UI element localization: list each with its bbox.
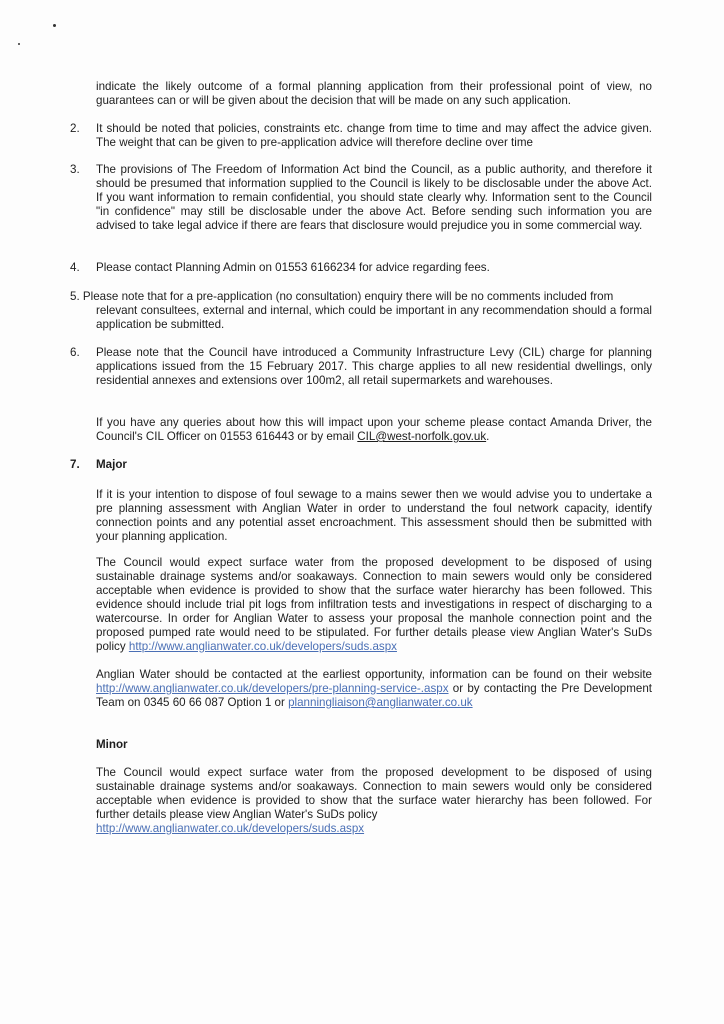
item-4-paragraph: Please contact Planning Admin on 01553 6166234 for advice regarding fees. (96, 261, 490, 274)
cil-contact-end: . (486, 430, 490, 443)
item-5-first-line: Please note that for a pre-application (no consultation) enquiry there will be no comments included from (82, 290, 614, 303)
minor-heading: Minor (96, 738, 128, 751)
pre-planning-service-link[interactable]: http://www.anglianwater.co.uk/developers/pre-planning-service-.aspx (96, 682, 449, 695)
item-5-first-line-row (70, 290, 652, 304)
minor-suds-policy-link[interactable]: http://www.anglianwater.co.uk/developers/suds.aspx (96, 822, 365, 835)
item-number: 6. (70, 346, 80, 359)
cil-contact-text: If you have any queries about how this will impact upon your scheme please contact Amanda Driver, the Council's CIL Officer on 01553 616443 or by email (96, 416, 652, 443)
cil-contact-paragraph (96, 416, 652, 444)
item-number: 2. (70, 122, 80, 135)
intro-paragraph: indicate the likely outcome of a formal planning application from their professional point of view, no guarantees can or will be given about the decision that will be made on any such application. (96, 80, 652, 107)
item-3-paragraph: The provisions of The Freedom of Information Act bind the Council, as a public authority, and therefore it should be presumed that information supplied to the Council is likely to be disclosable under the above Act. If you want information to remain confidential, you should state clearly why. Information sent to the Council "in confidence" may still be disclosable under the above Act. Before sending such information you are advised to take legal advice if there are fears that disclosure would prejudice you in some commercial way. (96, 163, 652, 232)
major-paragraph-3-mid: or by contacting the Pre Development Team on 0345 60 66 087 Option 1 or (96, 682, 652, 709)
scan-speck (18, 43, 20, 45)
major-paragraph-2-text: The Council would expect surface water from the proposed development to be disposed of using sustainable drainage systems and/or soakaways. Connection to main sewers would only be considered acceptable when evidence is provided to show that the surface water hierarchy has been followed. This evidence should include trial pit logs from infiltration tests and investigations in respect of discharging to a watercourse. In order for Anglian Water to assess your proposal the manhole connection point and the proposed pumped rate would need to be stipulated. For further details please view Anglian Water's SuDs policy (96, 556, 652, 653)
suds-policy-link[interactable]: http://www.anglianwater.co.uk/developers/suds.aspx (128, 640, 397, 653)
item-6-paragraph: Please note that the Council have introduced a Community Infrastructure Levy (CIL) charge for planning applications issued from the 15 February 2017. This charge applies to all new residential dwellings, only residential annexes and extensions over 100m2, all retail supermarkets and warehouses. (96, 346, 652, 387)
item-number: 4. (70, 261, 80, 274)
section-number: 7. (70, 458, 80, 471)
minor-paragraph (96, 766, 652, 836)
planning-liaison-email-link[interactable]: planningliaison@anglianwater.co.uk (288, 696, 473, 709)
cil-email-link[interactable]: CIL@west-norfolk.gov.uk (357, 430, 487, 443)
major-paragraph-2 (96, 556, 652, 654)
major-heading: Major (96, 458, 127, 471)
item-2-paragraph: It should be noted that policies, constraints etc. change from time to time and may affect the advice given. The weight that can be given to pre-application advice will therefore decline over time (96, 122, 652, 149)
major-paragraph-3 (96, 668, 652, 710)
scan-speck (53, 24, 56, 27)
item-5-paragraph: relevant consultees, external and internal, which could be important in any recommendation should a formal application be submitted. (96, 304, 652, 331)
minor-paragraph-text: The Council would expect surface water from the proposed development to be disposed of using sustainable drainage systems and/or soakaways. Connection to main sewers would only be considered acceptable when evidence is provided to show that the surface water hierarchy has been followed. For further details please view Anglian Water's SuDs policy (96, 766, 652, 821)
item-number: 3. (70, 163, 80, 176)
item-number: 5. (70, 290, 80, 303)
major-paragraph-1: If it is your intention to dispose of foul sewage to a mains sewer then we would advise you to undertake a pre planning assessment with Anglian Water in order to understand the foul network capacity, identify connection points and any potential asset encroachment. This assessment should then be submitted with your planning application. (96, 488, 652, 543)
major-paragraph-3-text: Anglian Water should be contacted at the earliest opportunity, information can be found on their website (96, 668, 652, 681)
